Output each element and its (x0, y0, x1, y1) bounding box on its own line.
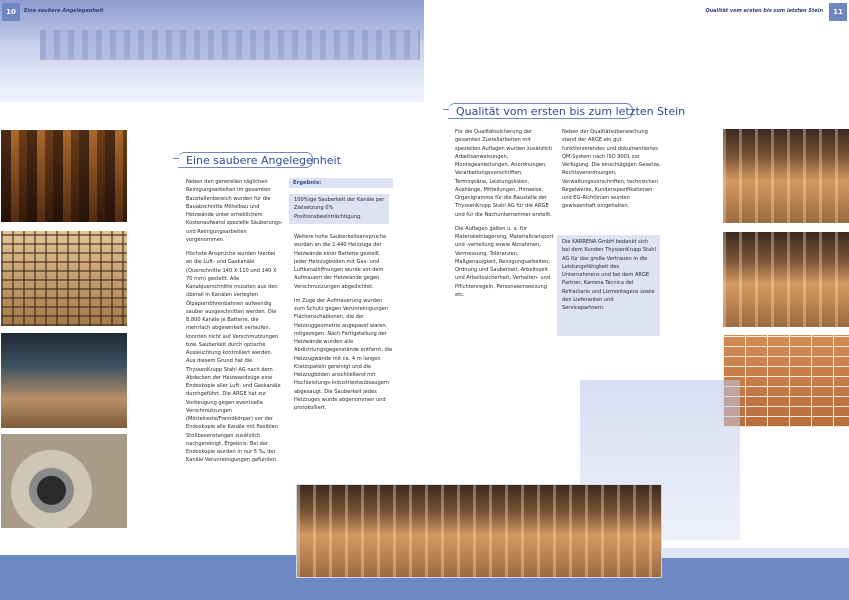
paragraph: Für die Qualitätssicherung der gesamten Zustellarbeiten mit speziellen Auflagen wurden zusätzlich Arbeitsanweisungen, Montageanleitungen, Anordnungen, Verarbeitungsvorschriften, Terminpläne, Leistungslisten, Aushänge, Mitteilungen, Hinweise, Organigramme für die Baustelle der ThyssenKrupp Stahl AG für die ARGE und für die Nachunternehmer erstellt. (455, 129, 553, 218)
text-column-right-2 (562, 128, 661, 217)
paragraph: Neben den generellen täglichen Reinigungsarbeiten im gesamten Baustellenbereich wurden für die Bauabschnitte Mittelbau und Heizwände unter erheblichem Kostenaufwand spezielle Säuberungs- und Reinigungsarbeiten vorgenommen. (186, 179, 283, 243)
paragraph: Neben der Qualitätsüberwachung stand der ARGE ein gut funktionierendes und dokumentiertes QM-System nach ISO 9001 zur Verfügung. Die einschlägigen Gesetze, Rechtsverordnungen, Verwaltungsvorschriften, technischen Regelwerke, Kundenspezifikationen und EG-Richtlinien wurden gewissenhaft eingehalten. (562, 129, 661, 210)
heading-rule-left (173, 158, 179, 159)
thanks-box (557, 235, 660, 336)
photo-construction-hall (296, 484, 662, 578)
header-panorama-photo (0, 0, 424, 102)
result-box-label: Ergebnis: (289, 178, 393, 188)
result-box (289, 194, 389, 224)
thanks-box-text: Die KARRENA GmbH bedankt sich bei dem Kunden ThyssenKrupp Stahl AG für das große Vertrauen in die Leistungsfähigkeit des Unternehmens und bei dem ARGE Partner, Karrena Técnica del Refractario und Lizmontagens sowie den Lieferanten und Servicepartnern. (562, 239, 656, 311)
running-head-left: Eine saubere Angelegenheit (24, 8, 104, 14)
running-head-right: Qualität vom ersten bis zum letzten Stein (705, 8, 823, 14)
result-box-text: 100%ige Sauberkeit der Kanäle per Zielsetzung 0% Positionsbeeinträchtigung. (294, 197, 385, 220)
heading-right: Qualität vom ersten bis zum letzten Stein (456, 105, 686, 118)
page-number-left: 10 (2, 3, 20, 21)
page-number-right: 11 (829, 3, 847, 21)
photo-coke-oven-row (722, 128, 849, 224)
photo-brick-wall (722, 334, 849, 428)
text-column-left-2 (294, 233, 394, 418)
photo-workers-hall (0, 332, 128, 429)
photo-kiln-interior (0, 129, 128, 223)
heading-rule-right (443, 109, 449, 110)
text-column-left-1 (186, 178, 283, 471)
paragraph: Weitere hohe Sauberkeitsansprüche wurden an die 2.440 Heizzüge der Heizwände einer Batterie gestellt. Jeder Heizzugboden mit Gas- und Luftkanalöffnungen wurde vor dem Aufmauern der Heizwände gegen Verschmutzungen abgedichtet. (294, 234, 387, 290)
photo-worker-heating-walls (722, 231, 849, 328)
paragraph: Höchste Ansprüche wurden hierbei an die Luft- und Gaskanäle (Querschnitte 140 X 110 und 140 X 70 mm) gestellt. Alle Kanalquerschnitte mussten aus den überall in Kanälen verlegten Ölpapierröhrenbahnen aufwendig sauber ausgeschnitten werden. Die 8.800 Kanäle je Batterie, die mehrfach abgewinkelt verlaufen, konnten nicht auf Verschmutzungen bzw. Sauberkeit durch optische Ausleuchtung kontrolliert werden. Aus diesem Grund hat die ThyssenKrupp Stahl AG nach dem Abdecken der Heizwandzüge eine Endoskopie aller Luft- und Gaskanäle durchgeführt. Die ARGE hat zur Vorbeugung gegen eventuelle Verschmutzungen (Mörtelreste/Fremdkörper) vor der Endoskopie alle Kanäle mit flexiblen Stoßbesenstangen zusätzlich nachgereinigt. Ergebnis: Bei der Endoskopie wurden in nur 5 ‰ der Kanäle Verunreinigungen gefunden. (186, 251, 281, 464)
photo-checker-bricks (0, 230, 128, 327)
heading-left: Eine saubere Angelegenheit (186, 154, 341, 167)
footer-bar-accent (660, 548, 849, 558)
text-column-right-1 (455, 128, 556, 305)
header-fade (0, 55, 424, 102)
paragraph: Im Zuge der Aufmauerung wurden zum Schutz gegen Verunreinigungen Flächenschablonen, die der Heizzuggeometrie angepasst waren, mitgezogen. Nach Fertigstellung der Heizwände wurden alle Abdichtungsgegenstände entfernt, die Heizzugwände mit ca. 4 m langen Kratzspateln gereinigt und die Heizzugböden anschließend mit Hochleistungs-Industriestaubsaugern abgesaugt. Die Sauberkeit jedes Heizzuges wurde abgenommen und protokolliert. (294, 297, 393, 411)
photo-endoscopy-rings (0, 433, 128, 529)
paragraph: Die Auflagen galten u. a. für Materialeinlagerung, Materialtransport und -verteilung sowie Abnahmen, Vermessung, Toleranzen, Maßgenauigkeit, Reinigungsarbeiten, Ordnung und Sauberkeit, Arbeitszeit und Arbeitssicherheit, Verhalten- und Pflichtenregeln, Personaleinweisung etc. (455, 225, 554, 298)
